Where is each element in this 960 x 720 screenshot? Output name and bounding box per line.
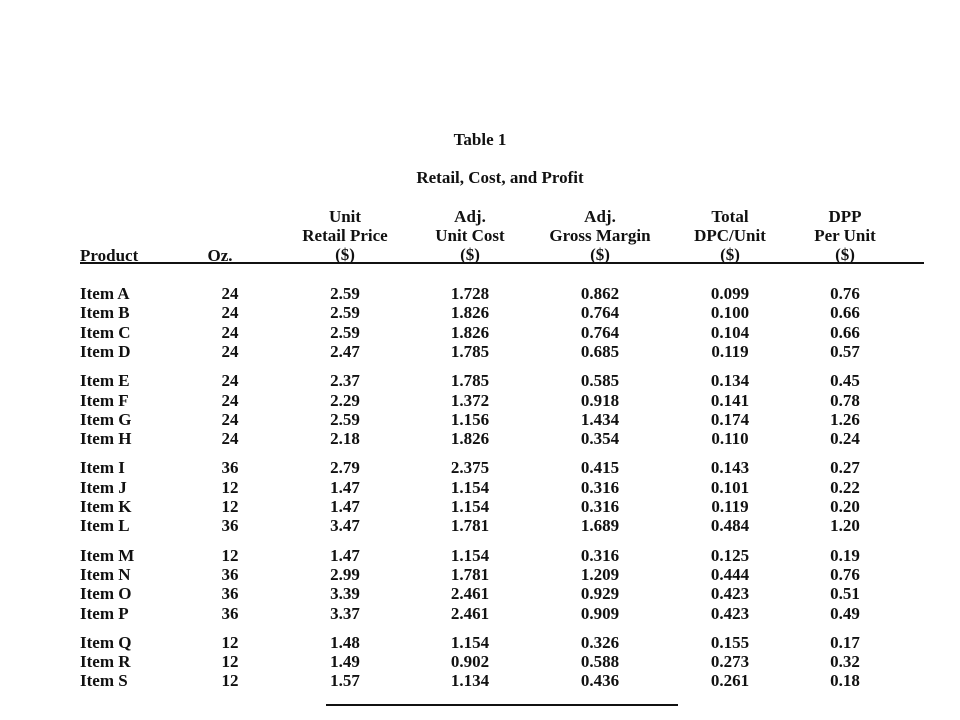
- table-row: [0, 342, 960, 361]
- unit-cost-cell: 1.728: [450, 284, 490, 303]
- gross-margin-cell: 0.436: [580, 671, 620, 691]
- unit-cost-cell: 1.785: [450, 341, 490, 361]
- gross-margin-cell: 0.929: [580, 584, 620, 604]
- unit-cost-cell: 1.156: [450, 409, 490, 429]
- retail-price-cell: 3.39: [330, 584, 360, 604]
- header-dpp-line1: DPP: [828, 207, 862, 226]
- retail-price-cell: 2.29: [330, 390, 360, 410]
- oz-cell: 24: [221, 303, 239, 323]
- dpp-unit-cell: 0.17: [830, 632, 860, 652]
- header-margin-line1: Adj.: [584, 207, 616, 226]
- oz-cell: 12: [221, 632, 239, 652]
- oz-cell: 24: [221, 322, 239, 342]
- unit-cost-cell: 2.461: [450, 584, 490, 604]
- dpp-unit-cell: 0.66: [830, 322, 860, 342]
- unit-cost-cell: 1.154: [450, 632, 490, 652]
- table-row: [0, 671, 960, 690]
- product-cell: Item M: [80, 545, 135, 565]
- unit-cost-cell: 0.902: [450, 652, 490, 672]
- dpc-unit-cell: 0.484: [710, 516, 750, 536]
- dpc-unit-cell: 0.423: [710, 584, 750, 604]
- oz-cell: 24: [221, 341, 239, 361]
- oz-cell: 36: [221, 564, 239, 584]
- dpc-unit-cell: 0.119: [711, 497, 749, 516]
- dpp-unit-cell: 0.76: [830, 284, 860, 303]
- retail-price-cell: 1.48: [330, 632, 360, 652]
- dpc-unit-cell: 0.119: [711, 341, 749, 361]
- header-dpp-line3: ($): [835, 245, 855, 264]
- header-oz-label: Oz.: [207, 246, 233, 265]
- gross-margin-cell: 1.689: [580, 516, 620, 536]
- retail-price-cell: 1.47: [330, 497, 360, 516]
- oz-cell: 12: [221, 652, 239, 672]
- table-row: [0, 478, 960, 497]
- dpc-unit-cell: 0.423: [710, 603, 750, 623]
- table-row: [0, 284, 960, 303]
- dpp-unit-cell: 0.20: [830, 497, 860, 516]
- dpp-unit-cell: 0.57: [830, 341, 860, 361]
- product-cell: Item H: [80, 429, 132, 449]
- unit-cost-cell: 1.781: [450, 564, 490, 584]
- product-cell: Item O: [80, 584, 132, 604]
- retail-price-cell: 2.18: [330, 429, 360, 449]
- product-cell: Item A: [80, 284, 130, 303]
- dpc-unit-cell: 0.110: [711, 429, 749, 449]
- gross-margin-cell: 0.909: [580, 603, 620, 623]
- dpc-unit-cell: 0.273: [710, 652, 750, 672]
- retail-price-cell: 3.47: [330, 516, 360, 536]
- gross-margin-cell: 0.326: [580, 632, 620, 652]
- gross-margin-cell: 0.354: [580, 429, 620, 449]
- unit-cost-cell: 2.375: [450, 458, 490, 478]
- dpp-unit-cell: 0.19: [830, 545, 860, 565]
- dpc-unit-cell: 0.174: [710, 409, 750, 429]
- oz-cell: 36: [221, 458, 239, 478]
- gross-margin-cell: 0.764: [580, 303, 620, 323]
- product-cell: Item B: [80, 303, 130, 323]
- unit-cost-cell: 1.154: [450, 545, 490, 565]
- dpp-unit-cell: 0.24: [830, 429, 860, 449]
- product-cell: Item N: [80, 564, 131, 584]
- table-row: [0, 584, 960, 603]
- dpp-unit-cell: 0.18: [830, 671, 860, 691]
- product-cell: Item E: [80, 371, 130, 391]
- table-row: [0, 458, 960, 477]
- retail-price-cell: 2.59: [330, 284, 360, 303]
- table-row: [0, 604, 960, 623]
- unit-cost-cell: 1.785: [450, 371, 490, 391]
- unit-cost-cell: 1.134: [450, 671, 490, 691]
- header-dpc-line1: Total: [711, 207, 749, 226]
- gross-margin-cell: 0.685: [580, 341, 620, 361]
- dpc-unit-cell: 0.134: [710, 371, 750, 391]
- product-cell: Item R: [80, 652, 131, 672]
- product-cell: Item L: [80, 516, 130, 536]
- header-rule: [80, 262, 924, 264]
- retail-price-cell: 1.57: [330, 671, 360, 691]
- header-product-label: Product: [80, 246, 139, 265]
- dpp-unit-cell: 0.76: [830, 564, 860, 584]
- product-cell: Item F: [80, 390, 129, 410]
- oz-cell: 12: [221, 671, 239, 691]
- product-cell: Item G: [80, 409, 132, 429]
- dpp-unit-cell: 0.49: [830, 603, 860, 623]
- oz-cell: 12: [221, 497, 239, 516]
- unit-cost-cell: 1.826: [450, 429, 490, 449]
- dpp-unit-cell: 0.78: [830, 390, 860, 410]
- retail-price-cell: 1.47: [330, 545, 360, 565]
- retail-price-cell: 3.37: [330, 603, 360, 623]
- product-cell: Item J: [80, 477, 127, 497]
- table-row: [0, 371, 960, 390]
- gross-margin-cell: 1.434: [580, 409, 620, 429]
- table-row: [0, 323, 960, 342]
- oz-cell: 36: [221, 603, 239, 623]
- retail-price-cell: 2.99: [330, 564, 360, 584]
- product-cell: Item K: [80, 497, 132, 516]
- table-row: [0, 652, 960, 671]
- dpc-unit-cell: 0.141: [710, 390, 750, 410]
- header-cost-line2: Unit Cost: [435, 226, 505, 245]
- retail-price-cell: 2.79: [330, 458, 360, 478]
- oz-cell: 12: [221, 477, 239, 497]
- header-gross-margin: [535, 207, 665, 264]
- dpp-unit-cell: 1.26: [830, 409, 860, 429]
- gross-margin-cell: 0.316: [580, 545, 620, 565]
- header-margin-line3: ($): [590, 245, 610, 264]
- dpc-unit-cell: 0.101: [710, 477, 750, 497]
- header-retail-line2: Retail Price: [302, 226, 388, 245]
- product-cell: Item P: [80, 603, 129, 623]
- unit-cost-cell: 1.781: [450, 516, 490, 536]
- dpc-unit-cell: 0.100: [710, 303, 750, 323]
- header-dpc-line3: ($): [720, 245, 740, 264]
- retail-price-cell: 1.47: [330, 477, 360, 497]
- header-dpc-unit: [675, 207, 785, 264]
- dpc-unit-cell: 0.125: [710, 545, 750, 565]
- dpc-unit-cell: 0.261: [710, 671, 750, 691]
- dpp-unit-cell: 1.20: [830, 516, 860, 536]
- unit-cost-cell: 2.461: [450, 603, 490, 623]
- table-row: [0, 410, 960, 429]
- product-cell: Item Q: [80, 632, 132, 652]
- table-subtitle: Retail, Cost, and Profit: [416, 168, 584, 187]
- oz-cell: 36: [221, 584, 239, 604]
- oz-cell: 24: [221, 409, 239, 429]
- gross-margin-cell: 1.209: [580, 564, 620, 584]
- header-retail-price: [285, 207, 405, 264]
- product-cell: Item I: [80, 458, 125, 478]
- oz-cell: 24: [221, 390, 239, 410]
- dpp-unit-cell: 0.27: [830, 458, 860, 478]
- header-dpc-line2: DPC/Unit: [694, 226, 766, 245]
- oz-cell: 24: [221, 429, 239, 449]
- table-row: [0, 391, 960, 410]
- dpc-unit-cell: 0.143: [710, 458, 750, 478]
- dpp-unit-cell: 0.51: [830, 584, 860, 604]
- unit-cost-cell: 1.154: [450, 477, 490, 497]
- header-margin-line2: Gross Margin: [549, 226, 651, 245]
- header-dpp-unit: [795, 207, 895, 264]
- gross-margin-cell: 0.316: [580, 477, 620, 497]
- unit-cost-cell: 1.154: [450, 497, 490, 516]
- table-row: [0, 429, 960, 448]
- gross-margin-cell: 0.918: [580, 390, 620, 410]
- oz-cell: 12: [221, 545, 239, 565]
- retail-price-cell: 2.47: [330, 341, 360, 361]
- gross-margin-cell: 0.585: [580, 371, 620, 391]
- retail-price-cell: 2.59: [330, 303, 360, 323]
- dpp-unit-cell: 0.66: [830, 303, 860, 323]
- dpc-unit-cell: 0.444: [710, 564, 750, 584]
- product-cell: Item S: [80, 671, 128, 691]
- gross-margin-cell: 0.764: [580, 322, 620, 342]
- product-cell: Item D: [80, 341, 131, 361]
- header-cost-line3: ($): [460, 245, 480, 264]
- header-cost-line1: Adj.: [454, 207, 486, 226]
- gross-margin-cell: 0.862: [580, 284, 620, 303]
- unit-cost-cell: 1.826: [450, 303, 490, 323]
- table-row: [0, 497, 960, 516]
- retail-price-cell: 1.49: [330, 652, 360, 672]
- header-retail-line3: ($): [335, 245, 355, 264]
- oz-cell: 24: [221, 371, 239, 391]
- unit-cost-cell: 1.372: [450, 390, 490, 410]
- gross-margin-cell: 0.588: [580, 652, 620, 672]
- product-cell: Item C: [80, 322, 131, 342]
- unit-cost-cell: 1.826: [450, 322, 490, 342]
- header-retail-line1: Unit: [328, 207, 362, 226]
- retail-price-cell: 2.37: [330, 371, 360, 391]
- dpp-unit-cell: 0.45: [830, 371, 860, 391]
- dpp-unit-cell: 0.32: [830, 652, 860, 672]
- table-row: [0, 303, 960, 322]
- table-title: Table 1: [453, 130, 507, 149]
- gross-margin-cell: 0.415: [580, 458, 620, 478]
- header-unit-cost: [415, 207, 525, 264]
- bottom-rule: [326, 704, 678, 706]
- dpc-unit-cell: 0.104: [710, 322, 750, 342]
- oz-cell: 24: [221, 284, 239, 303]
- header-dpp-line2: Per Unit: [814, 226, 876, 245]
- gross-margin-cell: 0.316: [580, 497, 620, 516]
- table-row: [0, 565, 960, 584]
- table-row: [0, 516, 960, 535]
- dpc-unit-cell: 0.155: [710, 632, 750, 652]
- table-row: [0, 633, 960, 652]
- dpc-unit-cell: 0.099: [710, 284, 750, 303]
- dpp-unit-cell: 0.22: [830, 477, 860, 497]
- retail-price-cell: 2.59: [330, 322, 360, 342]
- oz-cell: 36: [221, 516, 239, 536]
- retail-price-cell: 2.59: [330, 409, 360, 429]
- table-row: [0, 546, 960, 565]
